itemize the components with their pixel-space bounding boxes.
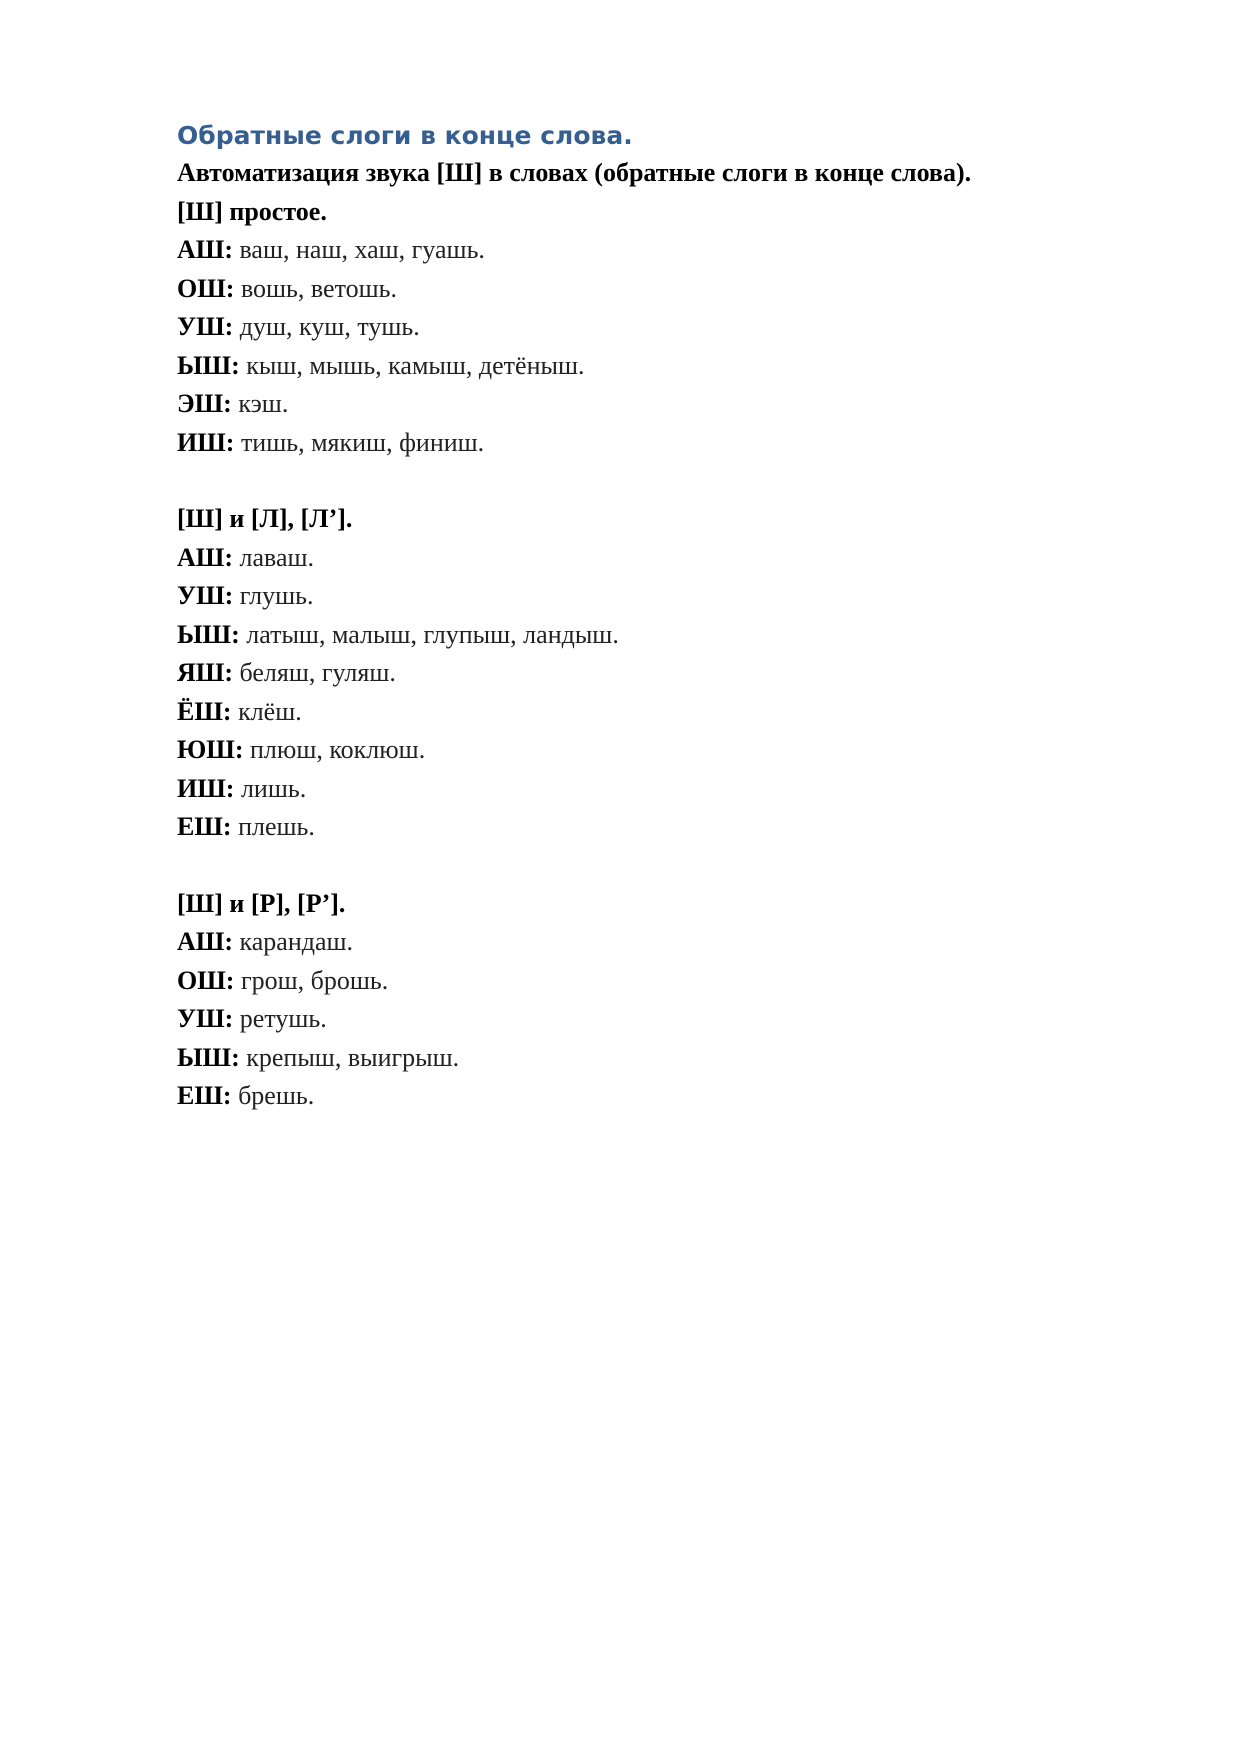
word-list: ваш, наш, хаш, гуашь. — [239, 235, 485, 264]
document-heading: Обратные слоги в конце слова. — [177, 121, 633, 150]
syllable-label: УШ: — [177, 581, 234, 610]
syllable-row — [177, 654, 1137, 693]
syllable-label: ЮШ: — [177, 735, 244, 764]
syllable-row — [177, 808, 1137, 847]
word-list: клёш. — [238, 696, 302, 726]
syllable-label: ИШ: — [177, 773, 235, 803]
syllable-row — [177, 770, 1137, 809]
syllable-row — [177, 308, 1137, 347]
syllable-row — [177, 693, 1137, 732]
word-list: душ, куш, тушь. — [239, 312, 420, 341]
syllable-label: АШ: — [177, 235, 233, 264]
syllable-label: УШ: — [177, 312, 234, 341]
syllable-row — [177, 385, 1137, 424]
syllable-row — [177, 270, 1137, 309]
syllable-row — [177, 539, 1137, 578]
syllable-label: ЕШ: — [177, 812, 232, 841]
syllable-label: ЕШ: — [177, 1081, 232, 1110]
document-subtitle: Автоматизация звука [Ш] в словах (обратные слоги в конце слова). — [177, 158, 972, 187]
word-section — [177, 500, 1137, 847]
word-section — [177, 885, 1137, 1116]
word-section — [177, 193, 1137, 463]
syllable-row — [177, 347, 1137, 386]
word-list: плюш, коклюш. — [250, 735, 426, 764]
section-title: [Ш] простое. — [177, 196, 327, 226]
syllable-row — [177, 1039, 1137, 1078]
syllable-label: ЯШ: — [177, 658, 233, 687]
syllable-label: ОШ: — [177, 273, 235, 303]
word-list: карандаш. — [239, 927, 354, 956]
word-list: крепыш, выигрыш. — [246, 1042, 460, 1072]
syllable-row — [177, 731, 1137, 770]
word-list: кыш, мышь, камыш, детёныш. — [246, 350, 585, 380]
syllable-row — [177, 1077, 1137, 1116]
syllable-row — [177, 577, 1137, 616]
syllable-row — [177, 923, 1137, 962]
syllable-label: ЭШ: — [177, 389, 232, 418]
syllable-label: АШ: — [177, 927, 233, 956]
word-list: плешь. — [238, 812, 315, 841]
syllable-row — [177, 1000, 1137, 1039]
syllable-row — [177, 962, 1137, 1001]
word-list: лаваш. — [239, 542, 315, 572]
word-list: тишь, мякиш, финиш. — [240, 427, 485, 457]
word-list: брешь. — [238, 1081, 315, 1110]
word-list: лишь. — [240, 773, 307, 803]
syllable-row — [177, 424, 1137, 463]
syllable-row — [177, 616, 1137, 655]
word-list: беляш, гуляш. — [239, 658, 396, 687]
syllable-label: ЫШ: — [177, 1042, 240, 1072]
sections-container — [177, 193, 1137, 1116]
syllable-label: ИШ: — [177, 427, 235, 457]
word-list: вошь, ветошь. — [240, 273, 397, 303]
syllable-label: ЫШ: — [177, 619, 240, 649]
document-page — [177, 118, 1137, 1116]
syllable-label: АШ: — [177, 542, 233, 572]
section-title: [Ш] и [Л], [Л’]. — [177, 504, 353, 533]
word-list: глушь. — [239, 581, 314, 610]
section-title: [Ш] и [Р], [Р’]. — [177, 888, 346, 918]
syllable-label: ЁШ: — [177, 696, 232, 726]
word-list: латыш, малыш, глупыш, ландыш. — [246, 619, 619, 649]
word-list: ретушь. — [239, 1004, 327, 1033]
word-list: грош, брошь. — [240, 965, 389, 995]
word-list: кэш. — [238, 389, 289, 418]
syllable-label: УШ: — [177, 1004, 234, 1033]
syllable-label: ЫШ: — [177, 350, 240, 380]
syllable-row — [177, 231, 1137, 270]
syllable-label: ОШ: — [177, 965, 235, 995]
